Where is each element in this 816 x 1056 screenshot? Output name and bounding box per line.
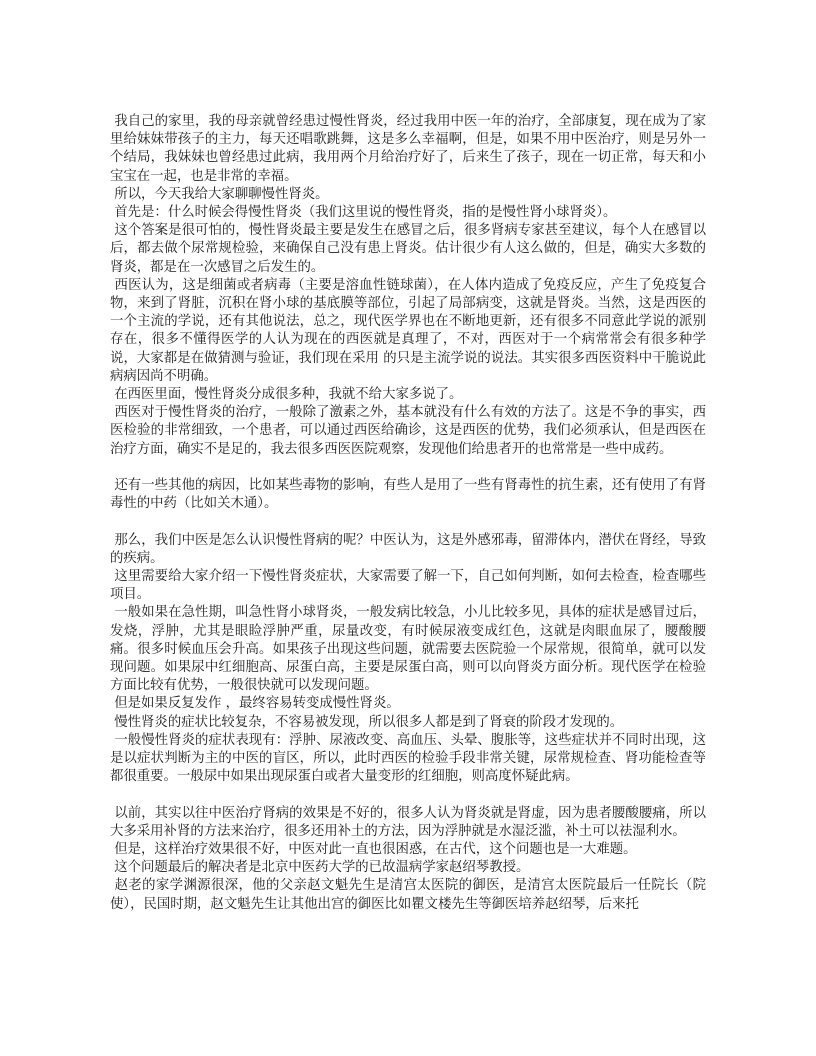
paragraph-western-treatment: 西医对于慢性肾炎的治疗，一般除了激素之外，基本就没有什么有效的方法了。这是不争的事实，西医检验的非常细致，一个患者，可以通过西医给确诊，这是西医的优势，我们必须承认，但是西医在治疗方面，确实不是足的，我去很多西医医院观察，发现他们给患者开的也常常是一些中成药。 <box>110 405 707 457</box>
blank-line <box>110 513 706 531</box>
paragraph-western-types: 在西医里面，慢性肾炎分成很多种，我就不给大家多说了。 <box>110 387 463 403</box>
paragraph-past-tcm: 以前，其实以往中医治疗肾病的效果是不好的，很多人认为肾炎就是肾虚，因为患者腰酸腰痛，所以大多采用补肾的方法来治疗，很多还用补土的方法，因为浮肿就是水湿泛滥，补土可以祛湿利水。 <box>110 805 707 839</box>
paragraph-zhao-lineage: 赵老的家学渊源很深，他的父亲赵文魁先生是清宫太医院的御医，是清宫太医院最后一任院长（院使），民国时期，赵文魁先生让其他出宫的御医比如瞿文楼先生等御医培养赵绍琴，后来托 <box>110 878 707 912</box>
blank-line <box>110 786 706 804</box>
paragraph-when-occurs: 首先是：什么时候会得慢性肾炎（我们这里说的慢性肾炎，指的是慢性肾小球肾炎）。 <box>110 205 617 221</box>
blank-line <box>110 459 706 477</box>
paragraph-solver: 这个问题最后的解决者是北京中医药大学的已故温病学家赵绍琴教授。 <box>110 860 530 876</box>
paragraph-difficulty: 但是，这样治疗效果很不好，中医对此一直也很困惑，在古代，这个问题也是一大难题。 <box>110 842 637 858</box>
paragraph-acute-phase: 一般如果在急性期，叫急性肾小球肾炎，一般发病比较急，小儿比较多见，具体的症状是感冒过后，发烧，浮肿，尤其是眼睑浮肿严重，尿量改变，有时候尿液变成红色，这就是肉眼血尿了，腰酸腰痛。很多时候血压会升高。如果孩子出现这些问题，就需要去医院验一个尿常规，很简单，就可以发现问题。如果尿中红细胞高、尿蛋白高，主要是尿蛋白高，则可以向肾炎方面分析。现代医学在检验方面比较有优势，一般很快就可以发现问题。 <box>110 605 707 694</box>
paragraph-western-theory: 西医认为，这是细菌或者病毒（主要是溶血性链球菌），在人体内造成了免疫反应，产生了免疫复合物，来到了肾脏，沉积在肾小球的基底膜等部位，引起了局部病变，这就是肾炎。当然，这是西医的一个主流的学说，还有其他说法，总之，现代医学界也在不断地更新，还有很多不同意此学说的派别存在，很多不懂得医学的人认为现在的西医就是真理了，不对，西医对于一个病常常会有很多种学说，大家都是在做猜测与验证，我们现在采用 的只是主流学说的说法。其实很多西医资料中干脆说此病病因尚不明确。 <box>110 277 706 384</box>
paragraph-intro: 所以，今天我给大家聊聊慢性肾炎。 <box>110 186 329 202</box>
paragraph-other-causes: 还有一些其他的病因，比如某些毒物的影响，有些人是用了一些有肾毒性的抗生素，还有使用了有肾毒性的中药（比如关木通）。 <box>110 478 707 512</box>
paragraph-chronic-symptoms: 慢性肾炎的症状比较复杂，不容易被发现，所以很多人都是到了肾衰的阶段才发现的。 <box>110 714 624 730</box>
paragraph-symptoms-intro: 这里需要给大家介绍一下慢性肾炎症状，大家需要了解一下，自己如何判断，如何去检查，检查哪些项目。 <box>110 569 707 603</box>
paragraph-tcm-view: 那么，我们中医是怎么认识慢性肾病的呢？中医认为，这是外感邪毒，留滞体内，潜伏在肾经，导致的疾病。 <box>110 532 707 566</box>
paragraph-family-story: 我自己的家里，我的母亲就曾经患过慢性肾炎，经过我用中医一年的治疗，全部康复，现在成为了家里给妹妹带孩子的主力，每天还唱歌跳舞，这是多么幸福啊，但是，如果不用中医治疗，则是另外一个结局，我妹妹也曾经患过此病，我用两个月给治疗好了，后来生了孩子，现在一切正常，每天和小宝宝在一起，也是非常的幸福。 <box>110 114 707 184</box>
document-page <box>110 113 706 914</box>
paragraph-symptom-list: 一般慢性肾炎的症状表现有：浮肿、尿液改变、高血压、头晕、腹胀等，这些症状并不同时出现，这是以症状判断为主的中医的盲区，所以，此时西医的检验手段非常关键，尿常规检查、肾功能检查等都很重要。一般尿中如果出现尿蛋白或者大量变形的红细胞，则高度怀疑此病。 <box>110 732 707 785</box>
paragraph-after-cold: 这个答案是很可怕的，慢性肾炎最主要是发生在感冒之后，很多肾病专家甚至建议，每个人在感冒以后，都去做个尿常规检验，来确保自己没有患上肾炎。估计很少有人这么做的，但是，确实大多数的肾炎，都是在一次感冒之后发生的。 <box>110 223 707 275</box>
paragraph-recurrence: 但是如果反复发作 ，最终容易转变成慢性肾炎。 <box>110 696 400 712</box>
